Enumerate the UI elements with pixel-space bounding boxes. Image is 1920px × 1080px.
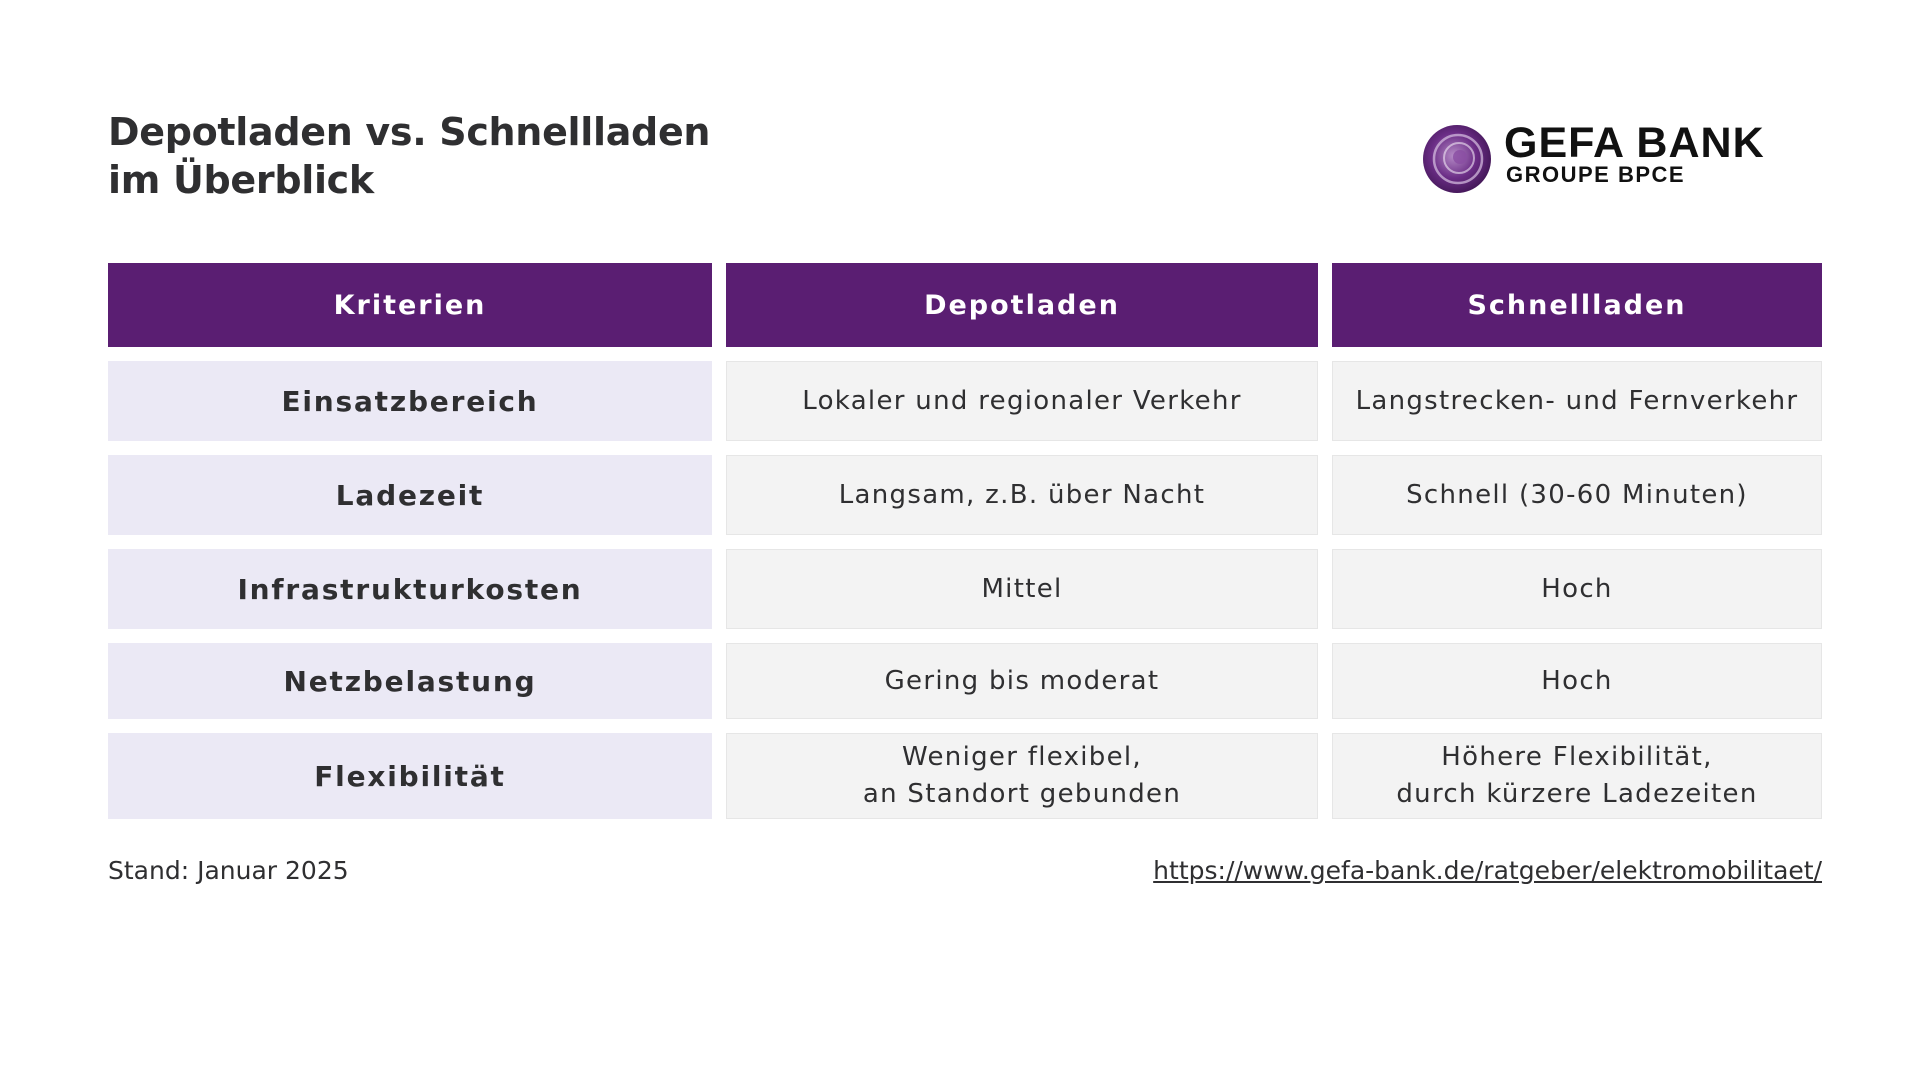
schnell-value-line: Höhere Flexibilität, (1441, 742, 1713, 772)
depot-value-cell: Gering bis moderat (726, 643, 1318, 719)
stand-date: Stand: Januar 2025 (108, 856, 349, 885)
table-header-row (108, 263, 1822, 347)
page-title (108, 108, 710, 204)
schnell-value-cell (1332, 733, 1822, 819)
table-row (108, 733, 1822, 819)
header-kriterien: Kriterien (108, 263, 712, 347)
gefa-bank-logo (1420, 118, 1815, 198)
depot-value-cell (726, 733, 1318, 819)
table-row (108, 643, 1822, 719)
comparison-table (108, 263, 1822, 833)
schnell-value-line: durch kürzere Ladezeiten (1396, 779, 1758, 809)
title-line-2: im Überblick (108, 158, 374, 202)
depot-value-line: Weniger flexibel, (902, 742, 1142, 772)
logo-wordmark: GEFA BANK (1504, 119, 1765, 167)
header-depotladen: Depotladen (726, 263, 1318, 347)
depot-value-cell: Langsam, z.B. über Nacht (726, 455, 1318, 535)
schnell-value-cell: Hoch (1332, 549, 1822, 629)
header-schnellladen: Schnellladen (1332, 263, 1822, 347)
table-row (108, 455, 1822, 535)
depot-value-cell: Lokaler und regionaler Verkehr (726, 361, 1318, 441)
table-row (108, 549, 1822, 629)
criterion-cell: Ladezeit (108, 455, 712, 535)
depot-value-line: an Standort gebunden (862, 779, 1182, 809)
schnell-value-cell: Langstrecken- und Fernverkehr (1332, 361, 1822, 441)
criterion-cell: Netzbelastung (108, 643, 712, 719)
criterion-cell: Infrastrukturkosten (108, 549, 712, 629)
source-link[interactable]: https://www.gefa-bank.de/ratgeber/elektromobilitaet/ (1153, 856, 1822, 885)
schnell-value-cell: Schnell (30-60 Minuten) (1332, 455, 1822, 535)
criterion-cell: Einsatzbereich (108, 361, 712, 441)
logo-subtitle: GROUPE BPCE (1506, 162, 1686, 187)
logo-swirl-icon (1420, 122, 1494, 196)
table-row (108, 361, 1822, 441)
title-line-1: Depotladen vs. Schnellladen (108, 110, 711, 154)
schnell-value-cell: Hoch (1332, 643, 1822, 719)
depot-value-cell: Mittel (726, 549, 1318, 629)
criterion-cell: Flexibilität (108, 733, 712, 819)
